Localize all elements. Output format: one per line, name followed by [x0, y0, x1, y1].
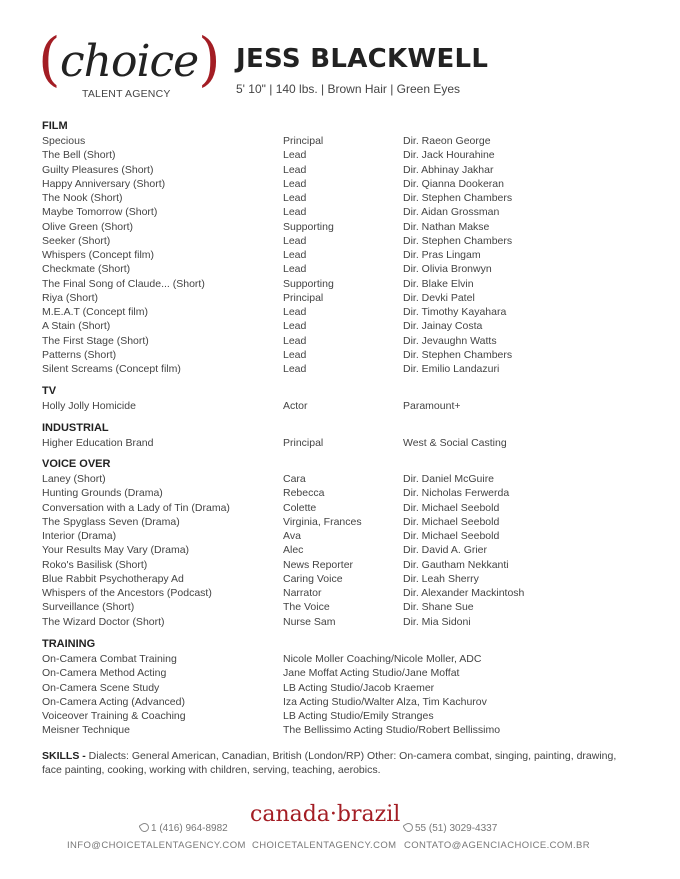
film-director: Dir. Stephen Chambers: [403, 192, 513, 204]
logo-right-paren: ): [198, 25, 221, 93]
agency-logo: [38, 25, 221, 104]
section-heading-voice: VOICE OVER: [42, 458, 111, 470]
footer-phone-brazil: [404, 823, 497, 834]
film-title: A Stain (Short): [42, 320, 111, 333]
film-row: [42, 206, 602, 220]
film-title: Maybe Tomorrow (Short): [42, 206, 158, 219]
film-row: [42, 306, 602, 320]
voice-title: Surveillance (Short): [42, 601, 135, 614]
film-director: Dir. Devki Patel: [403, 291, 475, 304]
voice-title: Whispers of the Ancestors (Podcast): [42, 587, 212, 599]
film-row: [42, 178, 602, 192]
voice-row: [42, 573, 602, 587]
voice-title: Blue Rabbit Psychotherapy Ad: [42, 572, 184, 585]
voice-director: Dir. Daniel McGuire: [403, 473, 495, 485]
voice-director: Dir. Michael Seebold: [403, 515, 500, 528]
training-row: [42, 653, 602, 667]
logo-subtitle: TALENT AGENCY: [82, 88, 171, 100]
voice-director: Dir. Shane Sue: [403, 601, 474, 614]
voice-row: [42, 502, 602, 516]
phone-number-canada: 1 (416) 964-8982: [151, 823, 228, 834]
voice-director: Dir. Michael Seebold: [403, 530, 500, 542]
film-title: Specious: [42, 135, 86, 147]
voice-row: [42, 616, 602, 630]
film-director: Dir. Timothy Kayahara: [403, 306, 507, 318]
footer-website[interactable]: CHOICETALENTAGENCY.COM: [252, 840, 397, 851]
film-director: Dir. Qianna Dookeran: [403, 177, 504, 190]
voice-role: Nurse Sam: [283, 615, 336, 628]
film-title: Checkmate (Short): [42, 263, 131, 276]
skills-text: Dialects: General American, Canadian, British (London/RP) Other: On-camera combat, singing, painting, drawing, face painting, cooking, working with children, serving, teaching, aerobics.: [42, 750, 617, 776]
voice-title: The Spyglass Seven (Drama): [42, 515, 180, 528]
film-role: Lead: [283, 306, 307, 318]
training-instructor: LB Acting Studio/Jacob Kraemer: [283, 681, 435, 694]
film-role: Lead: [283, 348, 307, 361]
footer-email-brazil[interactable]: CONTATO@AGENCIACHOICE.COM.BR: [404, 840, 591, 851]
film-role: Supporting: [283, 277, 334, 290]
voice-title: Roko's Basilisk (Short): [42, 558, 148, 571]
film-title: Seeker (Short): [42, 234, 111, 247]
section-heading-tv: TV: [42, 385, 57, 397]
film-row: [42, 335, 602, 349]
film-title: The Nook (Short): [42, 192, 123, 204]
film-title: Riya (Short): [42, 291, 99, 304]
voice-role: Colette: [283, 501, 317, 514]
film-row: [42, 320, 602, 334]
film-role: Lead: [283, 149, 307, 162]
film-title: Silent Screams (Concept film): [42, 363, 181, 375]
voice-row: [42, 587, 602, 601]
tv-row: [42, 400, 602, 414]
training-row: [42, 696, 602, 710]
film-role: Lead: [283, 334, 307, 347]
film-row: [42, 164, 602, 178]
film-row: [42, 263, 602, 277]
voice-role: Alec: [283, 544, 304, 557]
training-course: On-Camera Combat Training: [42, 653, 177, 665]
film-director: Dir. Jevaughn Watts: [403, 334, 497, 347]
voice-role: Narrator: [283, 587, 322, 599]
phone-icon: [138, 821, 150, 833]
section-heading-industrial: INDUSTRIAL: [42, 422, 109, 434]
voice-role: Cara: [283, 473, 306, 485]
film-director: Dir. Pras Lingam: [403, 249, 481, 261]
film-role: Lead: [283, 234, 307, 247]
film-title: The First Stage (Short): [42, 334, 149, 347]
tv-title: Holly Jolly Homicide: [42, 400, 136, 412]
training-row: [42, 710, 602, 724]
training-instructor: LB Acting Studio/Emily Stranges: [283, 710, 434, 722]
voice-director: Dir. Mia Sidoni: [403, 615, 471, 628]
voice-role: Rebecca: [283, 487, 325, 500]
film-title: The Bell (Short): [42, 149, 116, 162]
voice-row: [42, 530, 602, 544]
film-director: Dir. Stephen Chambers: [403, 234, 513, 247]
film-role: Lead: [283, 320, 307, 333]
voice-title: Laney (Short): [42, 473, 106, 485]
tv-role: Actor: [283, 400, 308, 412]
industrial-title: Higher Education Brand: [42, 437, 154, 449]
film-role: Principal: [283, 291, 324, 304]
training-course: On-Camera Acting (Advanced): [42, 695, 185, 708]
film-director: Dir. Olivia Bronwyn: [403, 263, 492, 276]
industrial-row: [42, 437, 602, 451]
training-course: Voiceover Training & Coaching: [42, 710, 186, 722]
training-course: On-Camera Method Acting: [42, 667, 167, 680]
logo-left-paren: (: [38, 25, 61, 93]
film-row: [42, 221, 602, 235]
voice-director: Dir. David A. Grier: [403, 544, 488, 557]
film-role: Lead: [283, 206, 307, 219]
industrial-role: Principal: [283, 437, 324, 449]
footer-brand: canada·brazil: [250, 802, 401, 827]
voice-row: [42, 516, 602, 530]
footer-phone-canada: [140, 823, 228, 834]
film-title: Patterns (Short): [42, 348, 117, 361]
film-role: Lead: [283, 263, 307, 276]
film-director: Dir. Blake Elvin: [403, 277, 474, 290]
training-instructor: Nicole Moller Coaching/Nicole Moller, ADC: [283, 653, 482, 665]
voice-title: Interior (Drama): [42, 530, 117, 542]
voice-title: Conversation with a Lady of Tin (Drama): [42, 501, 230, 514]
actor-name: JESS BLACKWELL: [236, 44, 489, 74]
training-row: [42, 682, 602, 696]
phone-icon: [402, 821, 414, 833]
film-row: [42, 292, 602, 306]
voice-title: The Wizard Doctor (Short): [42, 615, 165, 628]
footer-email-canada[interactable]: INFO@CHOICETALENTAGENCY.COM: [67, 840, 246, 851]
voice-director: Dir. Nicholas Ferwerda: [403, 487, 510, 500]
film-role: Lead: [283, 177, 307, 190]
film-title: The Final Song of Claude... (Short): [42, 277, 205, 290]
film-director: Dir. Jack Hourahine: [403, 149, 495, 162]
film-row: [42, 349, 602, 363]
logo-word: choice: [60, 36, 199, 87]
film-row: [42, 278, 602, 292]
film-role: Lead: [283, 163, 307, 176]
film-row: [42, 149, 602, 163]
training-course: On-Camera Scene Study: [42, 681, 160, 694]
film-title: Guilty Pleasures (Short): [42, 163, 154, 176]
training-instructor: Jane Moffat Acting Studio/Jane Moffat: [283, 667, 460, 680]
voice-row: [42, 601, 602, 615]
voice-title: Hunting Grounds (Drama): [42, 487, 163, 500]
section-heading-film: FILM: [42, 120, 68, 132]
actor-stats: 5' 10" | 140 lbs. | Brown Hair | Green Eyes: [236, 82, 461, 96]
voice-role: Caring Voice: [283, 572, 343, 585]
voice-row: [42, 473, 602, 487]
film-row: [42, 192, 602, 206]
training-row: [42, 667, 602, 681]
phone-number-brazil: 55 (51) 3029-4337: [415, 823, 498, 834]
film-director: Dir. Abhinay Jakhar: [403, 163, 494, 176]
film-director: Dir. Aidan Grossman: [403, 206, 500, 219]
film-title: Whispers (Concept film): [42, 249, 155, 261]
film-director: Dir. Stephen Chambers: [403, 348, 513, 361]
tv-director: Paramount+: [403, 400, 461, 412]
section-heading-training: TRAINING: [42, 638, 96, 650]
voice-row: [42, 544, 602, 558]
film-director: Dir. Nathan Makse: [403, 220, 490, 233]
voice-row: [42, 487, 602, 501]
voice-director: Dir. Gautham Nekkanti: [403, 558, 509, 571]
industrial-director: West & Social Casting: [403, 437, 507, 449]
voice-role: Ava: [283, 530, 301, 542]
film-role: Supporting: [283, 220, 334, 233]
voice-row: [42, 559, 602, 573]
film-role: Lead: [283, 363, 307, 375]
film-row: [42, 363, 602, 377]
training-row: [42, 724, 602, 738]
film-director: Dir. Raeon George: [403, 135, 491, 147]
film-row: [42, 249, 602, 263]
film-role: Lead: [283, 249, 307, 261]
training-instructor: Iza Acting Studio/Walter Alza, Tim Kachurov: [283, 695, 487, 708]
voice-role: The Voice: [283, 601, 330, 614]
voice-role: News Reporter: [283, 558, 354, 571]
film-title: Happy Anniversary (Short): [42, 177, 166, 190]
training-course: Meisner Technique: [42, 724, 130, 737]
training-instructor: The Bellissimo Acting Studio/Robert Bellissimo: [283, 724, 501, 737]
voice-role: Virginia, Frances: [283, 515, 362, 528]
film-role: Principal: [283, 135, 324, 147]
film-row: [42, 135, 602, 149]
skills-label: SKILLS -: [42, 750, 86, 762]
film-title: Olive Green (Short): [42, 220, 134, 233]
film-role: Lead: [283, 192, 307, 204]
film-director: Dir. Emilio Landazuri: [403, 363, 500, 375]
film-title: M.E.A.T (Concept film): [42, 306, 148, 318]
voice-director: Dir. Leah Sherry: [403, 572, 479, 585]
film-director: Dir. Jainay Costa: [403, 320, 483, 333]
voice-director: Dir. Alexander Mackintosh: [403, 587, 525, 599]
skills-paragraph: [42, 749, 632, 777]
film-row: [42, 235, 602, 249]
voice-director: Dir. Michael Seebold: [403, 501, 500, 514]
voice-title: Your Results May Vary (Drama): [42, 544, 190, 557]
